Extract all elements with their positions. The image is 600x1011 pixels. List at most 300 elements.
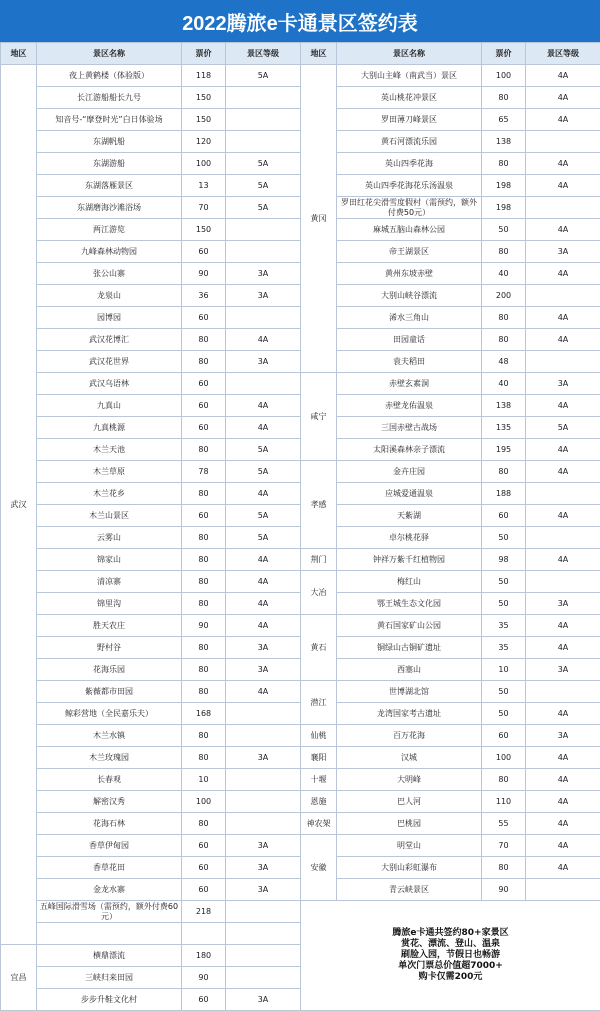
spot-name: 西塞山 bbox=[337, 659, 482, 681]
spot-level: 4A bbox=[526, 615, 600, 637]
spot-price: 198 bbox=[482, 175, 526, 197]
table-row bbox=[1, 439, 600, 461]
spot-level bbox=[526, 879, 600, 901]
spot-price: 60 bbox=[182, 417, 226, 439]
spot-price: 180 bbox=[182, 945, 226, 967]
spot-level: 4A bbox=[226, 549, 301, 571]
table-row bbox=[1, 65, 600, 87]
spot-name: 钟祥万紫千红植物园 bbox=[337, 549, 482, 571]
table-row bbox=[1, 549, 600, 571]
spot-level: 4A bbox=[526, 747, 600, 769]
spot-level: 4A bbox=[226, 571, 301, 593]
spot-name: 金卉庄园 bbox=[337, 461, 482, 483]
table-row bbox=[1, 87, 600, 109]
spot-price: 80 bbox=[182, 483, 226, 505]
table-row bbox=[1, 747, 600, 769]
table-row bbox=[1, 769, 600, 791]
spot-price: 60 bbox=[482, 505, 526, 527]
spot-name: 黄州东坡赤壁 bbox=[337, 263, 482, 285]
spot-level bbox=[226, 307, 301, 329]
spot-price: 60 bbox=[182, 505, 226, 527]
spot-name: 香草花田 bbox=[37, 857, 182, 879]
spot-price: 138 bbox=[482, 131, 526, 153]
promo-line: 腾旅e卡通共签约80+家景区 bbox=[301, 928, 600, 939]
spot-price: 80 bbox=[482, 769, 526, 791]
spot-level bbox=[226, 703, 301, 725]
table-row bbox=[1, 263, 600, 285]
spot-level: 4A bbox=[226, 593, 301, 615]
spot-price: 50 bbox=[482, 219, 526, 241]
spot-level: 5A bbox=[226, 153, 301, 175]
spot-level: 4A bbox=[526, 461, 600, 483]
spot-name: 东湖游船 bbox=[37, 153, 182, 175]
table-row bbox=[1, 527, 600, 549]
spot-name: 张公山寨 bbox=[37, 263, 182, 285]
region-cell: 黄石 bbox=[301, 615, 337, 681]
header-region: 地区 bbox=[301, 43, 337, 65]
spot-price: 198 bbox=[482, 197, 526, 219]
spot-level: 3A bbox=[226, 835, 301, 857]
spot-name: 鄂王城生态文化园 bbox=[337, 593, 482, 615]
spot-level: 3A bbox=[526, 659, 600, 681]
spot-level: 4A bbox=[526, 395, 600, 417]
spot-price: 90 bbox=[482, 879, 526, 901]
spot-price: 80 bbox=[182, 351, 226, 373]
spot-level bbox=[226, 945, 301, 967]
spot-price: 60 bbox=[182, 241, 226, 263]
spot-price: 80 bbox=[482, 857, 526, 879]
spot-level: 4A bbox=[226, 681, 301, 703]
spot-price: 80 bbox=[182, 681, 226, 703]
spot-level bbox=[226, 241, 301, 263]
region-cell: 大冶 bbox=[301, 571, 337, 615]
spot-price: 70 bbox=[182, 197, 226, 219]
region-cell: 孝感 bbox=[301, 461, 337, 549]
page-title: 2022腾旅e卡通景区签约表 bbox=[0, 0, 600, 42]
spot-level: 3A bbox=[226, 351, 301, 373]
spot-name: 云雾山 bbox=[37, 527, 182, 549]
spot-price bbox=[182, 923, 226, 945]
spot-price: 80 bbox=[182, 747, 226, 769]
spot-level: 4A bbox=[526, 153, 600, 175]
promo-line: 单次门票总价值超7000+ bbox=[301, 961, 600, 972]
spot-name: 田园童话 bbox=[337, 329, 482, 351]
spot-name: 大明峰 bbox=[337, 769, 482, 791]
table-row bbox=[1, 373, 600, 395]
spot-price: 80 bbox=[482, 241, 526, 263]
spot-price: 50 bbox=[482, 681, 526, 703]
spot-price: 10 bbox=[182, 769, 226, 791]
spot-name: 三国赤壁古战场 bbox=[337, 417, 482, 439]
spot-name: 卓尔桃花驿 bbox=[337, 527, 482, 549]
spot-price: 90 bbox=[182, 967, 226, 989]
spot-price: 80 bbox=[182, 527, 226, 549]
table-row bbox=[1, 593, 600, 615]
spot-name: 园博园 bbox=[37, 307, 182, 329]
spot-name: 巴桃园 bbox=[337, 813, 482, 835]
spot-name: 清凉寨 bbox=[37, 571, 182, 593]
header-price: 票价 bbox=[182, 43, 226, 65]
spot-name: 巴人河 bbox=[337, 791, 482, 813]
spot-level bbox=[526, 285, 600, 307]
spot-price: 98 bbox=[482, 549, 526, 571]
spot-name: 罗田红花尖滑雪度假村（需预约，额外付费50元） bbox=[337, 197, 482, 219]
header-level: 景区等级 bbox=[226, 43, 301, 65]
spot-level: 5A bbox=[526, 417, 600, 439]
spot-level: 4A bbox=[526, 549, 600, 571]
spot-name: 赤壁玄素洞 bbox=[337, 373, 482, 395]
spot-price: 80 bbox=[182, 725, 226, 747]
table-row bbox=[1, 219, 600, 241]
spot-name: 黄石河漂流乐园 bbox=[337, 131, 482, 153]
spot-name: 大别山主峰（南武当）景区 bbox=[337, 65, 482, 87]
table-row bbox=[1, 395, 600, 417]
spot-level: 4A bbox=[526, 813, 600, 835]
spot-name: 天紫湖 bbox=[337, 505, 482, 527]
spot-name: 九真山 bbox=[37, 395, 182, 417]
spot-name: 东湖落雁景区 bbox=[37, 175, 182, 197]
spot-name: 花海石林 bbox=[37, 813, 182, 835]
spot-price: 188 bbox=[482, 483, 526, 505]
promo-line: 赏花、漂流、登山、温泉 bbox=[301, 939, 600, 950]
spot-price: 60 bbox=[182, 857, 226, 879]
spot-name: 夜上黄鹤楼（体验版） bbox=[37, 65, 182, 87]
spot-level bbox=[226, 725, 301, 747]
region-cell: 武汉 bbox=[1, 65, 37, 945]
spot-name: 野村谷 bbox=[37, 637, 182, 659]
spot-name: 木兰草原 bbox=[37, 461, 182, 483]
spot-price: 55 bbox=[482, 813, 526, 835]
table-row bbox=[1, 659, 600, 681]
spot-price: 60 bbox=[182, 835, 226, 857]
spot-name bbox=[37, 923, 182, 945]
spot-name: 香草伊甸园 bbox=[37, 835, 182, 857]
spot-name: 锦家山 bbox=[37, 549, 182, 571]
spot-price: 80 bbox=[182, 637, 226, 659]
spot-level bbox=[226, 219, 301, 241]
spot-level bbox=[526, 483, 600, 505]
promo-line: 购卡仅需200元 bbox=[301, 972, 600, 983]
table-row bbox=[1, 483, 600, 505]
spot-level: 4A bbox=[526, 637, 600, 659]
header-level: 景区等级 bbox=[526, 43, 600, 65]
spot-level bbox=[526, 681, 600, 703]
spot-price: 50 bbox=[482, 527, 526, 549]
table-header-row bbox=[1, 43, 600, 65]
spot-name: 英山桃花冲景区 bbox=[337, 87, 482, 109]
spot-name: 梅红山 bbox=[337, 571, 482, 593]
scenic-spot-table bbox=[0, 42, 600, 1011]
spot-name: 英山四季花海花乐汤温泉 bbox=[337, 175, 482, 197]
spot-price: 100 bbox=[182, 153, 226, 175]
spot-price: 110 bbox=[482, 791, 526, 813]
spot-name: 东湖帆船 bbox=[37, 131, 182, 153]
spot-price: 60 bbox=[182, 373, 226, 395]
spot-name: 百万花海 bbox=[337, 725, 482, 747]
spot-name: 大别山彩虹瀑布 bbox=[337, 857, 482, 879]
promo-block bbox=[301, 901, 600, 1011]
spot-level bbox=[526, 197, 600, 219]
spot-level: 3A bbox=[226, 879, 301, 901]
spot-level: 4A bbox=[226, 417, 301, 439]
spot-name: 九峰森林动物园 bbox=[37, 241, 182, 263]
promo-line: 刷脸入园，节假日也畅游 bbox=[301, 950, 600, 961]
spot-price: 168 bbox=[182, 703, 226, 725]
spot-level bbox=[226, 769, 301, 791]
spot-price: 50 bbox=[482, 703, 526, 725]
spot-price: 80 bbox=[182, 571, 226, 593]
spot-level: 5A bbox=[226, 439, 301, 461]
header-region: 地区 bbox=[1, 43, 37, 65]
spot-price: 138 bbox=[482, 395, 526, 417]
spot-price: 48 bbox=[482, 351, 526, 373]
spot-level bbox=[526, 351, 600, 373]
spot-price: 35 bbox=[482, 637, 526, 659]
spot-price: 13 bbox=[182, 175, 226, 197]
spot-price: 100 bbox=[182, 791, 226, 813]
spot-name: 应城爱通温泉 bbox=[337, 483, 482, 505]
spot-price: 80 bbox=[182, 329, 226, 351]
spot-price: 80 bbox=[182, 659, 226, 681]
spot-price: 60 bbox=[182, 395, 226, 417]
spot-price: 118 bbox=[182, 65, 226, 87]
spot-price: 120 bbox=[182, 131, 226, 153]
spot-price: 40 bbox=[482, 263, 526, 285]
spot-price: 65 bbox=[482, 109, 526, 131]
region-cell: 仙桃 bbox=[301, 725, 337, 747]
spot-price: 100 bbox=[482, 65, 526, 87]
spot-name: 明堂山 bbox=[337, 835, 482, 857]
spot-price: 135 bbox=[482, 417, 526, 439]
spot-price: 50 bbox=[482, 593, 526, 615]
table-row bbox=[1, 505, 600, 527]
spot-price: 80 bbox=[482, 461, 526, 483]
spot-level: 3A bbox=[226, 857, 301, 879]
spot-price: 36 bbox=[182, 285, 226, 307]
spot-level: 3A bbox=[226, 659, 301, 681]
spot-name: 世博湖北馆 bbox=[337, 681, 482, 703]
spot-level: 5A bbox=[226, 175, 301, 197]
spot-name: 赤壁龙佑温泉 bbox=[337, 395, 482, 417]
spot-level bbox=[526, 131, 600, 153]
spot-level: 4A bbox=[526, 439, 600, 461]
spot-price: 80 bbox=[182, 549, 226, 571]
spot-price: 80 bbox=[182, 439, 226, 461]
table-row bbox=[1, 725, 600, 747]
spot-name: 木兰玫瑰园 bbox=[37, 747, 182, 769]
spot-level: 5A bbox=[226, 461, 301, 483]
spot-name: 大别山峡谷漂流 bbox=[337, 285, 482, 307]
spot-level: 4A bbox=[226, 483, 301, 505]
spot-level: 3A bbox=[226, 637, 301, 659]
spot-level: 3A bbox=[526, 593, 600, 615]
region-cell: 宜昌 bbox=[1, 945, 37, 1011]
table-row bbox=[1, 615, 600, 637]
region-cell: 神农架 bbox=[301, 813, 337, 835]
table-row bbox=[1, 197, 600, 219]
spot-level: 4A bbox=[526, 307, 600, 329]
spot-level: 4A bbox=[226, 615, 301, 637]
table-row bbox=[1, 791, 600, 813]
table-row bbox=[1, 417, 600, 439]
table-row bbox=[1, 241, 600, 263]
spot-name: 三峡归来田园 bbox=[37, 967, 182, 989]
spot-price: 80 bbox=[182, 813, 226, 835]
spot-level bbox=[226, 791, 301, 813]
spot-level: 3A bbox=[226, 263, 301, 285]
header-price: 票价 bbox=[482, 43, 526, 65]
spot-price: 80 bbox=[482, 87, 526, 109]
spot-name: 金龙水寨 bbox=[37, 879, 182, 901]
spot-name: 太阳溪森林亲子漂流 bbox=[337, 439, 482, 461]
spot-name: 九真桃源 bbox=[37, 417, 182, 439]
spot-price: 80 bbox=[182, 593, 226, 615]
spot-level: 5A bbox=[226, 65, 301, 87]
spot-price: 150 bbox=[182, 219, 226, 241]
spot-name: 罗田薄刀峰景区 bbox=[337, 109, 482, 131]
spot-price: 60 bbox=[182, 307, 226, 329]
spot-level: 4A bbox=[526, 769, 600, 791]
region-cell: 潜江 bbox=[301, 681, 337, 725]
spot-name: 武汉花世界 bbox=[37, 351, 182, 373]
spot-price: 10 bbox=[482, 659, 526, 681]
table-row bbox=[1, 461, 600, 483]
spot-level: 4A bbox=[526, 857, 600, 879]
spot-name: 木兰天池 bbox=[37, 439, 182, 461]
spot-level: 3A bbox=[526, 725, 600, 747]
spot-level: 5A bbox=[226, 197, 301, 219]
region-cell: 咸宁 bbox=[301, 373, 337, 461]
spot-level: 4A bbox=[526, 175, 600, 197]
spot-name: 解密汉秀 bbox=[37, 791, 182, 813]
region-cell: 十堰 bbox=[301, 769, 337, 791]
spot-name: 青云峡景区 bbox=[337, 879, 482, 901]
spot-name: 铜绿山古铜矿遗址 bbox=[337, 637, 482, 659]
spot-price: 150 bbox=[182, 87, 226, 109]
spot-level: 5A bbox=[226, 505, 301, 527]
spot-level: 3A bbox=[226, 285, 301, 307]
region-cell: 恩施 bbox=[301, 791, 337, 813]
table-row bbox=[1, 681, 600, 703]
spot-price: 100 bbox=[482, 747, 526, 769]
spot-level bbox=[226, 967, 301, 989]
spot-name: 横鼎漂流 bbox=[37, 945, 182, 967]
table-row bbox=[1, 329, 600, 351]
spot-price: 60 bbox=[182, 879, 226, 901]
spot-price: 78 bbox=[182, 461, 226, 483]
spot-price: 70 bbox=[482, 835, 526, 857]
spot-level: 5A bbox=[226, 527, 301, 549]
spot-name: 武汉花博汇 bbox=[37, 329, 182, 351]
spot-name: 长江游船船长九号 bbox=[37, 87, 182, 109]
spot-price: 50 bbox=[482, 571, 526, 593]
spot-name: 木兰水镇 bbox=[37, 725, 182, 747]
table-row bbox=[1, 813, 600, 835]
spot-level bbox=[226, 923, 301, 945]
spot-name: 汉城 bbox=[337, 747, 482, 769]
spot-level: 4A bbox=[526, 329, 600, 351]
region-cell: 黄冈 bbox=[301, 65, 337, 373]
spot-level bbox=[226, 813, 301, 835]
table-row bbox=[1, 109, 600, 131]
spot-price: 218 bbox=[182, 901, 226, 923]
spot-level: 4A bbox=[526, 109, 600, 131]
table-row bbox=[1, 153, 600, 175]
spot-level: 4A bbox=[226, 329, 301, 351]
spot-name: 龙湾国家考古遗址 bbox=[337, 703, 482, 725]
spot-price: 195 bbox=[482, 439, 526, 461]
spot-level bbox=[226, 109, 301, 131]
spot-price: 60 bbox=[182, 989, 226, 1011]
spot-price: 60 bbox=[482, 725, 526, 747]
spot-level: 3A bbox=[526, 241, 600, 263]
table-row bbox=[1, 901, 600, 923]
header-name: 景区名称 bbox=[337, 43, 482, 65]
table-row bbox=[1, 879, 600, 901]
table-row bbox=[1, 571, 600, 593]
spot-name: 麻城五脑山森林公园 bbox=[337, 219, 482, 241]
spot-level bbox=[526, 571, 600, 593]
table-row bbox=[1, 175, 600, 197]
spot-level: 4A bbox=[526, 703, 600, 725]
spot-level: 4A bbox=[526, 219, 600, 241]
spot-name: 浠水三角山 bbox=[337, 307, 482, 329]
spot-name: 木兰山景区 bbox=[37, 505, 182, 527]
spot-name: 花海乐园 bbox=[37, 659, 182, 681]
spot-level: 4A bbox=[526, 263, 600, 285]
spot-name: 袁夫稻田 bbox=[337, 351, 482, 373]
spot-price: 40 bbox=[482, 373, 526, 395]
region-cell: 襄阳 bbox=[301, 747, 337, 769]
table-row bbox=[1, 285, 600, 307]
spot-name: 长春观 bbox=[37, 769, 182, 791]
spot-name: 步步升鞋文化村 bbox=[37, 989, 182, 1011]
table-row bbox=[1, 307, 600, 329]
spot-level bbox=[526, 527, 600, 549]
region-cell: 荆门 bbox=[301, 549, 337, 571]
table-row bbox=[1, 857, 600, 879]
spot-level: 4A bbox=[526, 505, 600, 527]
spot-name: 木兰花乡 bbox=[37, 483, 182, 505]
spot-name: 武汉乌语林 bbox=[37, 373, 182, 395]
spot-level: 3A bbox=[226, 747, 301, 769]
spot-price: 80 bbox=[482, 329, 526, 351]
spot-level bbox=[226, 901, 301, 923]
spot-price: 80 bbox=[482, 307, 526, 329]
table-row bbox=[1, 637, 600, 659]
spot-name: 知音号-“摩登时光”白日体验场 bbox=[37, 109, 182, 131]
spot-level bbox=[226, 87, 301, 109]
spot-level bbox=[226, 131, 301, 153]
spot-name: 五峰国际滑雪场（需预约，额外付费60元） bbox=[37, 901, 182, 923]
table-row bbox=[1, 835, 600, 857]
table-row bbox=[1, 131, 600, 153]
spot-name: 东湖磨海沙滩浴场 bbox=[37, 197, 182, 219]
spot-name: 胜天农庄 bbox=[37, 615, 182, 637]
spot-level: 4A bbox=[526, 835, 600, 857]
spot-level: 3A bbox=[526, 373, 600, 395]
spot-price: 90 bbox=[182, 615, 226, 637]
spot-price: 35 bbox=[482, 615, 526, 637]
region-cell: 安徽 bbox=[301, 835, 337, 901]
table-row bbox=[1, 703, 600, 725]
spot-price: 150 bbox=[182, 109, 226, 131]
spot-level: 3A bbox=[226, 989, 301, 1011]
spot-name: 紫薇都市田园 bbox=[37, 681, 182, 703]
spot-name: 龙泉山 bbox=[37, 285, 182, 307]
spot-name: 帝王湖景区 bbox=[337, 241, 482, 263]
spot-price: 200 bbox=[482, 285, 526, 307]
